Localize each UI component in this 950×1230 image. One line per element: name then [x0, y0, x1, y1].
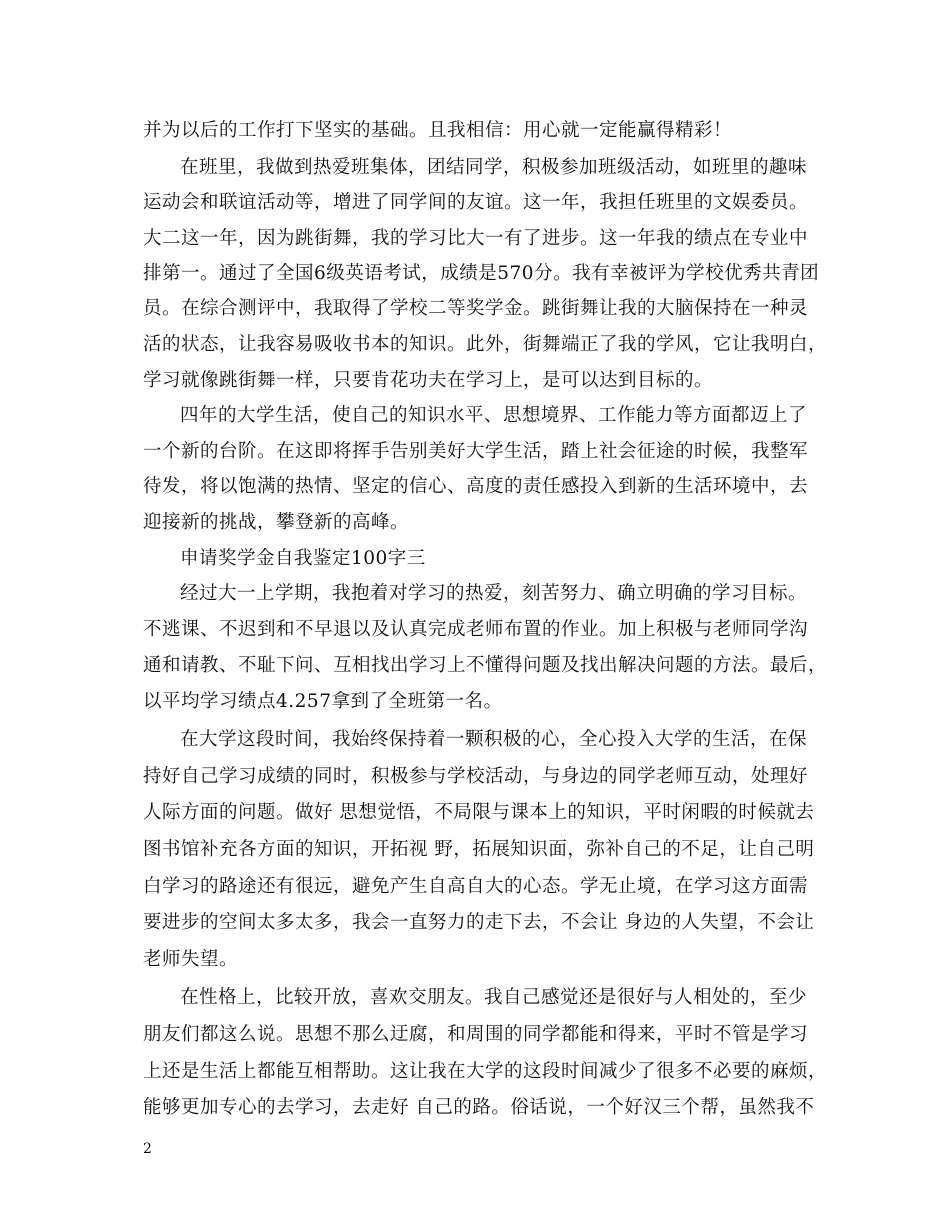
page-number: 2 — [143, 1141, 152, 1157]
text-line: 在班里，我做到热爱班集体，团结同学，积极参加班级活动，如班里的趣味 — [180, 157, 808, 178]
text-line: 持好自己学习成绩的同时，积极参与学校活动，与身边的同学老师互动，处理好 — [143, 766, 809, 787]
text-line: 人际方面的问题。做好 思想觉悟，不局限与课本上的知识，平时闲暇的时候就去 — [143, 802, 815, 823]
text-line: 学习就像跳街舞一样，只要肯花功夫在学习上，是可以达到目标的。 — [143, 370, 714, 391]
text-line: 不逃课、不迟到和不早退以及认真完成老师布置的作业。加上积极与老师同学沟 — [143, 619, 809, 640]
text-line: 员。在综合测评中，我取得了学校二等奖学金。跳街舞让我的大脑保持在一种灵 — [143, 298, 809, 319]
text-line: 待发，将以饱满的热情、坚定的信心、高度的责任感投入到新的生活环境中，去 — [143, 476, 809, 497]
text-line: 一个新的台阶。在这即将挥手告别美好大学生活，踏上社会征途的时候，我整军 — [143, 441, 809, 462]
text-line: 活的状态，让我容易吸收书本的知识。此外，街舞端正了我的学风，它让我明白， — [143, 334, 828, 355]
text-line: 运动会和联谊活动等，增进了同学间的友谊。这一年，我担任班里的文娱委员。 — [143, 192, 809, 213]
text-line: 经过大一上学期，我抱着对学习的热爱，刻苦努力、确立明确的学习目标。 — [180, 583, 808, 604]
text-line: 朋友们都这么说。思想不那么迂腐，和周围的同学都能和得来，平时不管是学习 — [143, 1024, 809, 1045]
text-line: 白学习的路途还有很远，避免产生自高自大的心态。学无止境，在学习这方面需 — [143, 876, 809, 897]
text-line: 大二这一年，因为跳街舞，我的学习比大一有了进步。这一年我的绩点在专业中 — [143, 228, 809, 249]
text-line: 能够更加专心的去学习，去走好 自己的路。俗话说，一个好汉三个帮，虽然我不 — [143, 1097, 815, 1118]
text-line: 在大学这段时间，我始终保持着一颗积极的心，全心投入大学的生活，在保 — [180, 729, 808, 750]
text-line: 要进步的空间太多太多，我会一直努力的走下去，不会让 身边的人失望，不会让 — [143, 912, 815, 933]
text-line: 上还是生活上都能互相帮助。这让我在大学的这段时间减少了很多不必要的麻烦， — [143, 1061, 828, 1082]
text-line: 通和请教、不耻下问、互相找出学习上不懂得问题及找出解决问题的方法。最后， — [143, 655, 828, 676]
text-line: 老师失望。 — [143, 949, 239, 970]
section-heading: 申请奖学金自我鉴定100字三 — [180, 548, 426, 569]
text-line: 以平均学习绩点4.257拿到了全班第一名。 — [143, 691, 503, 712]
text-line: 在性格上，比较开放，喜欢交朋友。我自己感觉还是很好与人相处的，至少 — [180, 987, 808, 1008]
text-line: 排第一。通过了全国6级英语考试，成绩是570分。我有幸被评为学校优秀共青团 — [143, 263, 820, 284]
text-line: 迎接新的挑战，攀登新的高峰。 — [143, 512, 410, 533]
text-line: 图书馆补充各方面的知识，开拓视 野，拓展知识面，弥补自己的不足，让自己明 — [143, 839, 815, 860]
text-line: 四年的大学生活，使自己的知识水平、思想境界、工作能力等方面都迈上了 — [180, 405, 808, 426]
text-line: 并为以后的工作打下坚实的基础。且我相信：用心就一定能赢得精彩！ — [143, 120, 733, 141]
